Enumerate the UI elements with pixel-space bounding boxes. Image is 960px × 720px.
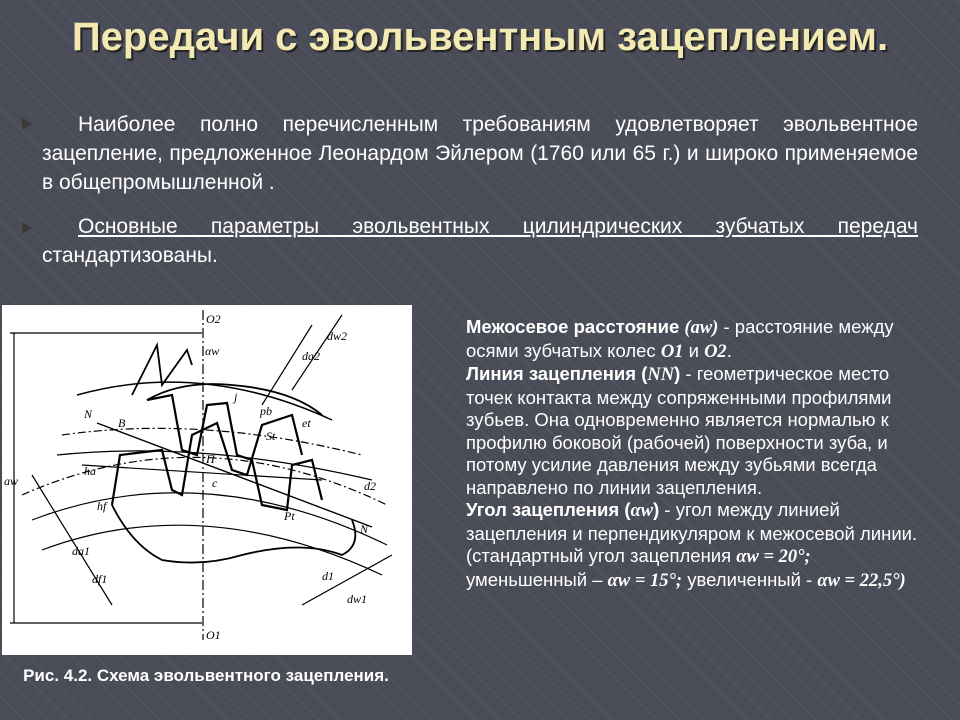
label-o1: O1 [206, 628, 221, 642]
label-o2: O2 [206, 312, 221, 326]
figure-caption: Рис. 4.2. Схема эвольвентного зацепления. [23, 666, 389, 685]
bullet-icon [22, 222, 32, 234]
label-da1: da1 [72, 544, 90, 558]
intro-paragraph: Наиболее полно перечисленным требованиям удовлетворяет эвольвентное зацепление, предложенное Леонардом Эйлером (1760 или 65 г.) и широко применяемое в общепромышленной . [42, 113, 918, 194]
standards-paragraph [42, 212, 918, 270]
label-aw: aw [4, 474, 19, 488]
definition-center-distance: Межосевое расстояние (aw) - расстояние между осями зубчатых колес O1 и O2. [466, 316, 894, 362]
definition-pressure-angle: Угол зацепления (αw) - угол между линией зацепления и перпендикуляром к межосевой линии. (стандартный угол зацепления αw = 20°; уменьшенный – αw = 15°; увеличенный - αw = 22,5°) [466, 499, 918, 591]
label-b: B [118, 416, 126, 430]
label-et: et [302, 416, 311, 430]
definition-line-of-action: Линия зацепления (NN) - геометрическое место точек контакта между сопряженными профилями зубьев. Она одновременно является нормалью к профилю боковой (рабочей) поверхности зуба, и потому усилие давления между зубьями всегда направлено по линии зацепления. [466, 363, 892, 498]
label-da2: da2 [302, 349, 320, 363]
gear-mesh-diagram [2, 305, 412, 655]
label-d2: d2 [364, 479, 376, 493]
label-dw2: dw2 [327, 329, 348, 343]
label-alpha: αw [205, 344, 220, 358]
label-hf: hf [97, 499, 107, 513]
label-j: j [234, 390, 238, 404]
paragraph-rest: стандартизованы. [42, 244, 218, 267]
definitions-block [430, 316, 930, 592]
label-df1: df1 [92, 572, 108, 586]
slide-title: Передачи с эвольвентным зацеплением. [71, 15, 889, 59]
label-p: П [206, 452, 215, 466]
label-pt: Pt [284, 509, 295, 523]
label-n-right: N [360, 522, 369, 536]
label-st: St [266, 429, 276, 443]
bullet-icon [22, 118, 32, 130]
label-c: c [212, 476, 218, 490]
label-n-left: N [84, 407, 93, 421]
label-ha: ha [84, 464, 96, 478]
underlined-phrase: Основные параметры эвольвентных цилиндрических зубчатых передач [78, 215, 918, 238]
label-pb: pb [260, 404, 272, 418]
label-d1: d1 [322, 569, 334, 583]
label-dw1: dw1 [347, 592, 368, 606]
gear-mesh-figure [2, 305, 412, 655]
